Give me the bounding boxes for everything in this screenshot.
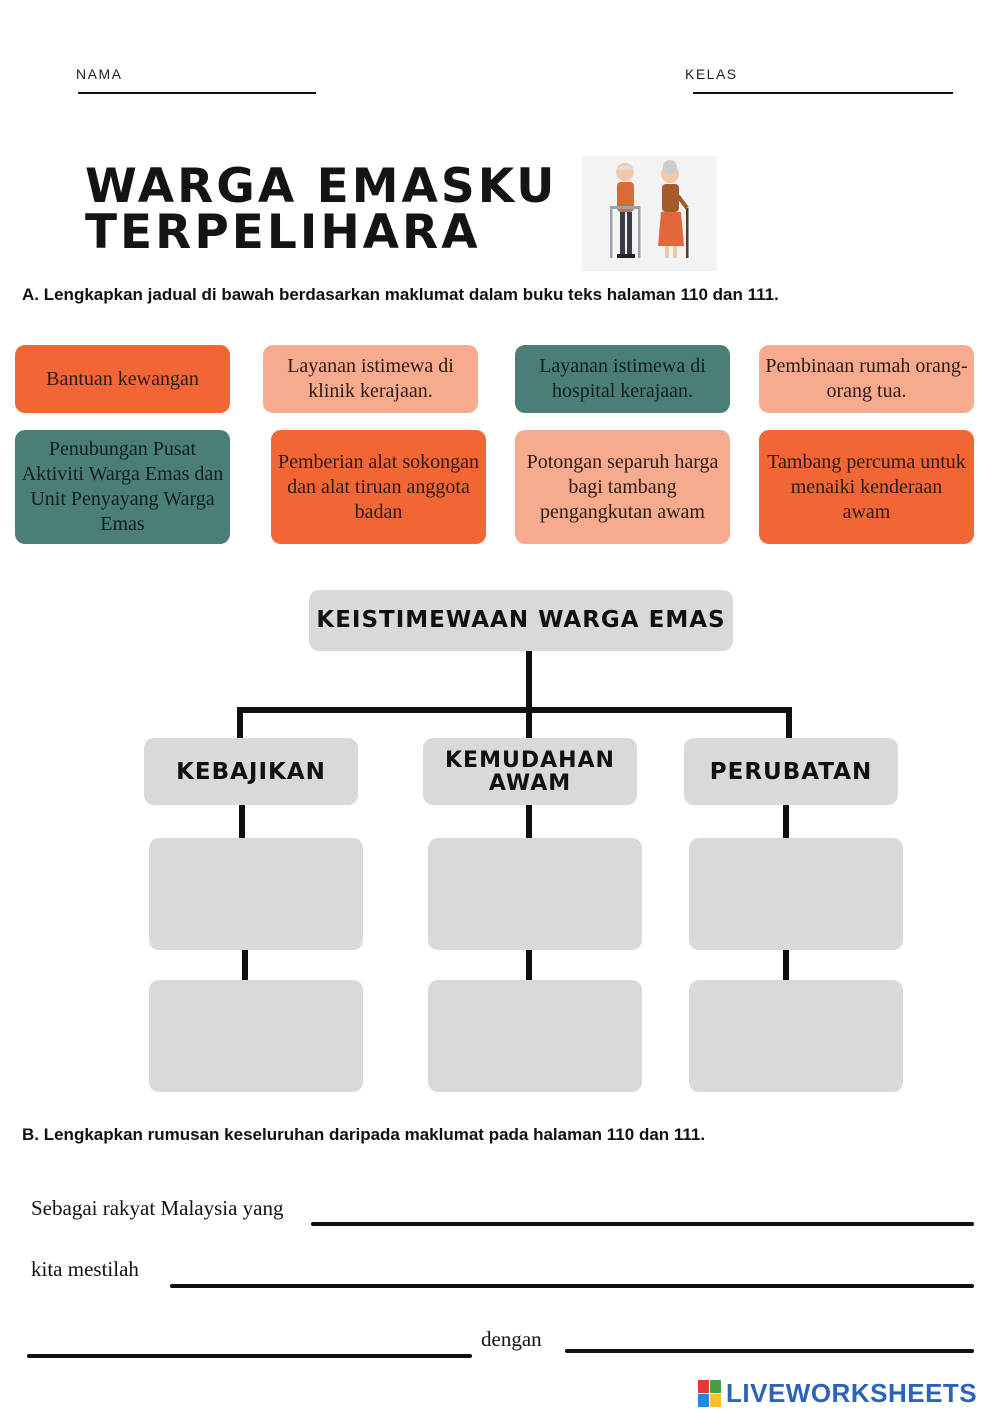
- answer-line-3a[interactable]: [27, 1354, 472, 1358]
- category-kebajikan: KEBAJIKAN: [144, 738, 358, 805]
- right-branch-connector: [786, 707, 792, 740]
- answer-card-pembinaan-rumah[interactable]: Pembinaan rumah orang-orang tua.: [759, 345, 974, 413]
- answer-line-1[interactable]: [311, 1222, 974, 1226]
- right-connector-2: [783, 950, 789, 982]
- summary-line-2-text: kita mestilah: [31, 1257, 139, 1281]
- drop-box-kemudahan-2[interactable]: [428, 980, 642, 1092]
- middle-connector-2: [526, 950, 532, 982]
- horizontal-connector: [237, 707, 792, 713]
- name-line[interactable]: [78, 92, 316, 94]
- answer-line-2[interactable]: [170, 1284, 974, 1288]
- answer-card-tambang-percuma[interactable]: Tambang percuma untuk menaiki kenderaan awam: [759, 430, 974, 544]
- answer-card-potongan-tambang[interactable]: Potongan separuh harga bagi tambang pengangkutan awam: [515, 430, 730, 544]
- footer-brand: [698, 1378, 977, 1409]
- left-branch-connector: [237, 707, 243, 740]
- root-connector: [526, 650, 532, 712]
- class-line[interactable]: [693, 92, 953, 94]
- drop-box-perubatan-1[interactable]: [689, 838, 903, 950]
- answer-card-layanan-klinik[interactable]: Layanan istimewa di klinik kerajaan.: [263, 345, 478, 413]
- page-title: [85, 159, 605, 260]
- drop-box-kebajikan-2[interactable]: [149, 980, 363, 1092]
- middle-connector-1: [526, 804, 532, 840]
- title-line-2: TERPELIHARA: [85, 205, 481, 260]
- summary-line-1-text: Sebagai rakyat Malaysia yang: [31, 1196, 284, 1220]
- category-kemudahan-awam: KEMUDAHAN AWAM: [423, 738, 637, 805]
- answer-card-bantuan-kewangan[interactable]: Bantuan kewangan: [15, 345, 230, 413]
- answer-card-pusat-aktiviti[interactable]: Penubungan Pusat Aktiviti Warga Emas dan Unit Penyayang Warga Emas: [15, 430, 230, 544]
- diagram-root-box: KEISTIMEWAAN WARGA EMAS: [309, 590, 733, 651]
- right-connector-1: [783, 804, 789, 840]
- category-perubatan: PERUBATAN: [684, 738, 898, 805]
- answer-card-layanan-hospital[interactable]: Layanan istimewa di hospital kerajaan.: [515, 345, 730, 413]
- drop-box-kemudahan-1[interactable]: [428, 838, 642, 950]
- section-b-instruction: B. Lengkapkan rumusan keseluruhan daripada maklumat pada halaman 110 dan 111.: [22, 1125, 706, 1144]
- name-label: NAMA: [76, 66, 123, 82]
- footer-brand-text: LIVEWORKSHEETS: [726, 1378, 978, 1408]
- answer-card-alat-sokongan[interactable]: Pemberian alat sokongan dan alat tiruan anggota badan: [271, 430, 486, 544]
- section-a-instruction: A. Lengkapkan jadual di bawah berdasarkan maklumat dalam buku teks halaman 110 dan 111.: [22, 285, 779, 304]
- liveworksheets-logo-icon: [698, 1380, 722, 1408]
- summary-line-3-text: dengan: [481, 1327, 542, 1351]
- class-label: KELAS: [685, 66, 738, 82]
- drop-box-kebajikan-1[interactable]: [149, 838, 363, 950]
- answer-line-3b[interactable]: [565, 1349, 974, 1353]
- middle-branch-connector: [526, 707, 532, 740]
- title-line-1: WARGA EMASKU: [85, 159, 558, 214]
- drop-box-perubatan-2[interactable]: [689, 980, 903, 1092]
- left-connector-1: [239, 804, 245, 840]
- left-connector-2: [242, 950, 248, 982]
- elderly-couple-icon: [582, 156, 717, 271]
